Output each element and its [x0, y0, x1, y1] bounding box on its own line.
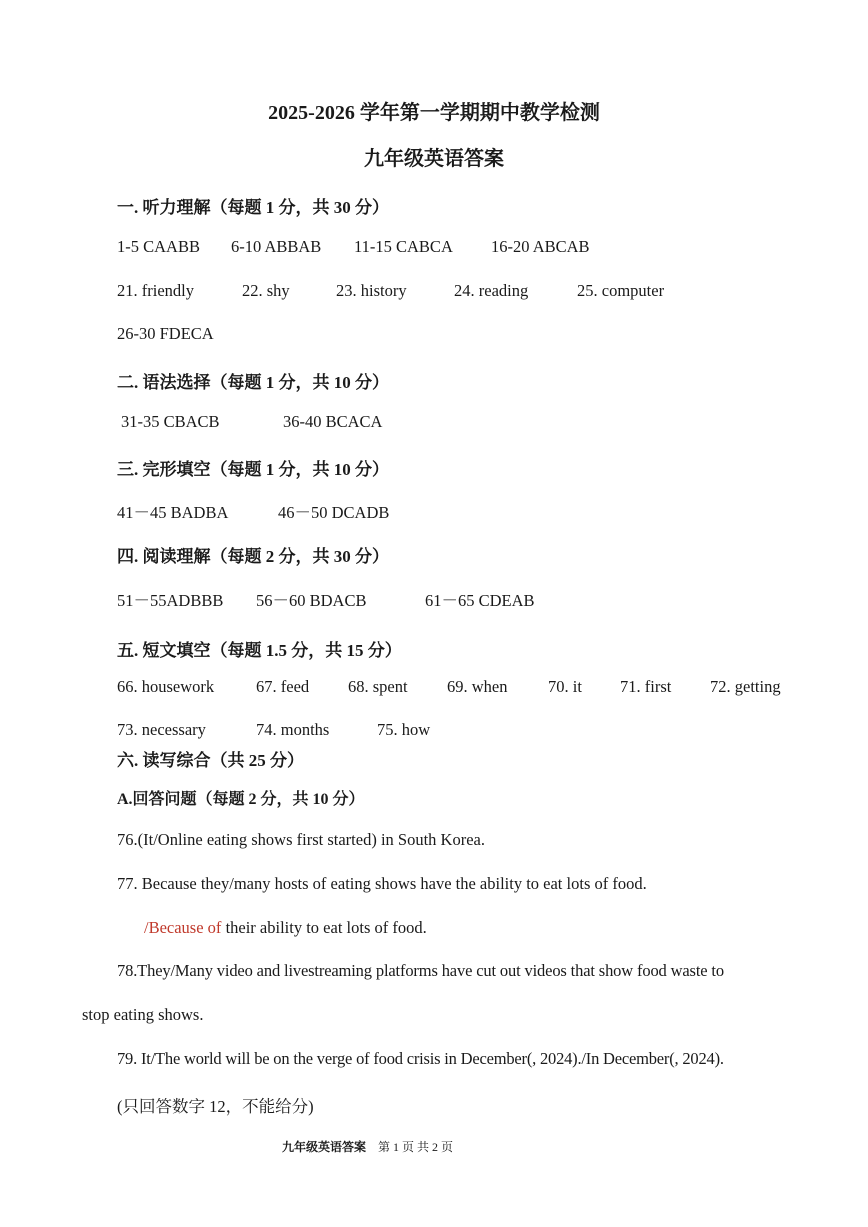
answer-item: 66. housework: [117, 677, 215, 696]
answer-item: 75. how: [377, 720, 431, 739]
answer-group: 41－45 BADBA: [117, 503, 229, 522]
answer-item: 70. it: [548, 677, 582, 696]
page-title: 2025-2026 学年第一学期期中教学检测: [268, 102, 600, 124]
subsection-heading-answer-questions: A.回答问题（每题 2 分，共 10 分）: [117, 791, 365, 808]
section-heading-cloze: 三. 完形填空（每题 1 分，共 10 分）: [117, 460, 389, 479]
answer-group: 56－60 BDACB: [256, 591, 367, 610]
answer-group: 46－50 DCADB: [278, 503, 390, 522]
page-subtitle: 九年级英语答案: [364, 148, 504, 170]
answer-group: 26-30 FDECA: [117, 324, 214, 343]
answer-item: 72. getting: [710, 677, 781, 696]
page-number: 第 1 页 共 2 页: [378, 1140, 454, 1154]
answer-77: 77. Because they/many hosts of eating shows have the ability to eat lots of food.: [117, 874, 647, 893]
answer-group: 11-15 CABCA: [354, 237, 453, 256]
answer-78-line-2: stop eating shows.: [82, 1005, 204, 1024]
section-heading-integrated: 六. 读写综合（共 25 分）: [117, 751, 304, 770]
answer-item: 21. friendly: [117, 281, 194, 300]
section-heading-grammar: 二. 语法选择（每题 1 分，共 10 分）: [117, 373, 389, 392]
answer-76: 76.(It/Online eating shows first started) in South Korea.: [117, 830, 485, 849]
answer-78-line-1: 78.They/Many video and livestreaming platforms have cut out videos that show food waste to: [117, 961, 724, 980]
answer-item: 25. computer: [577, 281, 665, 300]
answer-group: 31-35 CBACB: [121, 412, 220, 431]
section-heading-reading: 四. 阅读理解（每题 2 分，共 30 分）: [117, 547, 389, 566]
answer-item: 22. shy: [242, 281, 290, 300]
answer-group: 61－65 CDEAB: [425, 591, 535, 610]
answer-item: 74. months: [256, 720, 330, 739]
answer-group: 16-20 ABCAB: [491, 237, 590, 256]
answer-item: 68. spent: [348, 677, 408, 696]
answer-item: 71. first: [620, 677, 672, 696]
answer-item: 24. reading: [454, 281, 529, 300]
alternative-marker: /Because of: [144, 918, 222, 937]
answer-79: 79. It/The world will be on the verge of food crisis in December(, 2024)./In December(, 2024).: [117, 1049, 724, 1068]
section-heading-listening: 一. 听力理解（每题 1 分，共 30 分）: [117, 198, 389, 217]
answer-item: 67. feed: [256, 677, 310, 696]
answer-group: 1-5 CAABB: [117, 237, 200, 256]
answer-77-alternative: [144, 918, 427, 938]
alternative-text: their ability to eat lots of food.: [221, 918, 427, 937]
section-heading-fill-in: 五. 短文填空（每题 1.5 分，共 15 分）: [117, 641, 402, 660]
answer-group: 6-10 ABBAB: [231, 237, 322, 256]
answer-group: 51－55ADBBB: [117, 591, 224, 610]
answer-item: 23. history: [336, 281, 407, 300]
answer-group: 36-40 BCACA: [283, 412, 383, 431]
answer-79-note: (只回答数字 12，不能给分): [117, 1097, 314, 1116]
answer-item: 69. when: [447, 677, 508, 696]
footer-label: 九年级英语答案: [282, 1140, 367, 1154]
answer-item: 73. necessary: [117, 720, 206, 739]
page-footer: [282, 1138, 453, 1155]
